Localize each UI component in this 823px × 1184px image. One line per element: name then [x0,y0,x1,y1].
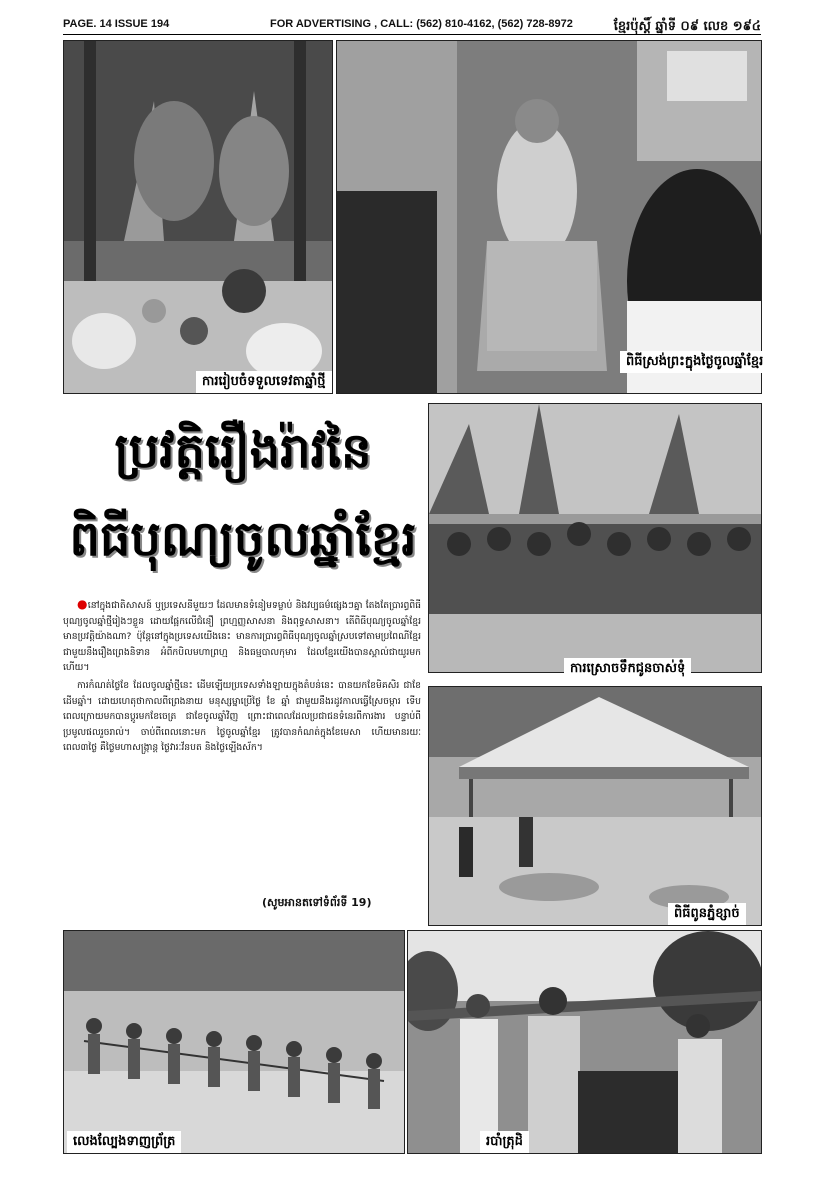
article-paragraph-1: នៅក្នុងជាតិសាសន៍ ឬប្រទេសនីមួយៗ ដែលមានទំនៀមទម្លាប់ និងវប្បធម៌ផ្សេងៗគ្នា តែងតែប្រារព្ធពិធីបុណ្យចូលឆ្នាំថ្មីរៀងៗខ្លួន ដោយផ្អែកលើជំនឿ ព្រហ្មញ្ញសាសនា និងពុទ្ធសាសនា។ តើពិធីបុណ្យចូលឆ្នាំខ្មែរមានប្រវត្តិយ៉ាងណា? ប៉ុន្តែនៅក្នុងប្រទេសយើងនេះ មានការប្រារព្ធពិធីបុណ្យចូលឆ្នាំស្របទៅតាមប្រពៃណីខ្មែរ ជាមួយនឹងរឿងព្រេងនិទាន អំពីកបិលមហាព្រហ្ម និងធម្មបាលកុមារ ដែលខ្មែរយើងបានស្គាល់ជាយូរមកហើយ។ [63,600,421,674]
altar-caption: ការរៀបចំទទួលទេវតាឆ្នាំថ្មី [196,371,332,393]
title-line-2: ពិធីបុណ្យចូលឆ្នាំខ្មែរ [69,511,417,567]
header-rule [63,34,761,35]
dance-caption: របាំត្រុដិ [480,1131,529,1153]
dance-photo [407,930,762,1154]
article-paragraph-2: ការកំណត់ថ្ងៃខែ ដែលចូលឆ្នាំថ្មីនេះ ដើមឡើយប្រទេសទាំងឡាយក្នុងតំបន់នេះ បានយកខែមិគសិរ ជាខែដើមឆ្នាំ។ ដោយហេតុថាកាលពីព្រេងនាយ មនុស្សម្នាប្រើថ្ងៃ ខែ ឆ្នាំ ជាមួយនឹងរដូវកាលធ្វើស្រែចម្ការ ទើបពេលក្រោយមកបានប្ដូរមកខែចេត្រ ជាខែចូលឆ្នាំវិញ ព្រោះជាពេលដែលប្រជាជនទំនេរពីការងារ បន្ទាប់ពីប្រមូលផលរួចរាល់។ ចាប់ពីពេលនោះមក ថ្ងៃចូលឆ្នាំខ្មែរ ត្រូវបានកំណត់ក្នុងខែមេសា ហើយមានរយៈពេល៣ថ្ងៃ គឺថ្ងៃមហាសង្ក្រាន្ត ថ្ងៃវារៈវ័នបត និងថ្ងៃឡើងស័ក។ [63,679,421,754]
title-line-1: ប្រវត្តិរឿងរ៉ាវនៃ [114,423,372,479]
sandhill-caption: ពិធីពូនភ្នំខ្សាច់ [668,903,746,925]
elders-photo [428,403,762,673]
page-issue: PAGE. 14 ISSUE 194 [63,18,170,30]
khmer-issue: ខ្មែរប៉ុស្ដិ៍ ឆ្នាំទី ០៩ លេខ ១៩៤ [613,19,761,34]
continued-note: (សូមអានតទៅទំព័រទី 19) [262,896,372,909]
article-body [63,597,421,927]
tugwar-photo [63,930,405,1154]
altar-photo [63,40,333,394]
article-title [63,400,423,590]
sandhill-photo [428,686,762,926]
tugwar-caption: លេងល្បែងទាញព្រ័ត្រ [67,1131,181,1153]
advertising-line: FOR ADVERTISING , CALL: (562) 810-4162, (562) 728-8972 [270,18,573,30]
buddha-caption: ពិធីស្រង់ព្រះក្នុងថ្ងៃចូលឆ្នាំខ្មែរ [620,351,769,373]
elders-caption: ការស្រោចទឹកជូនចាស់ទុំ [564,658,691,680]
bullet-icon: ● [77,597,88,611]
buddha-photo [336,40,762,394]
